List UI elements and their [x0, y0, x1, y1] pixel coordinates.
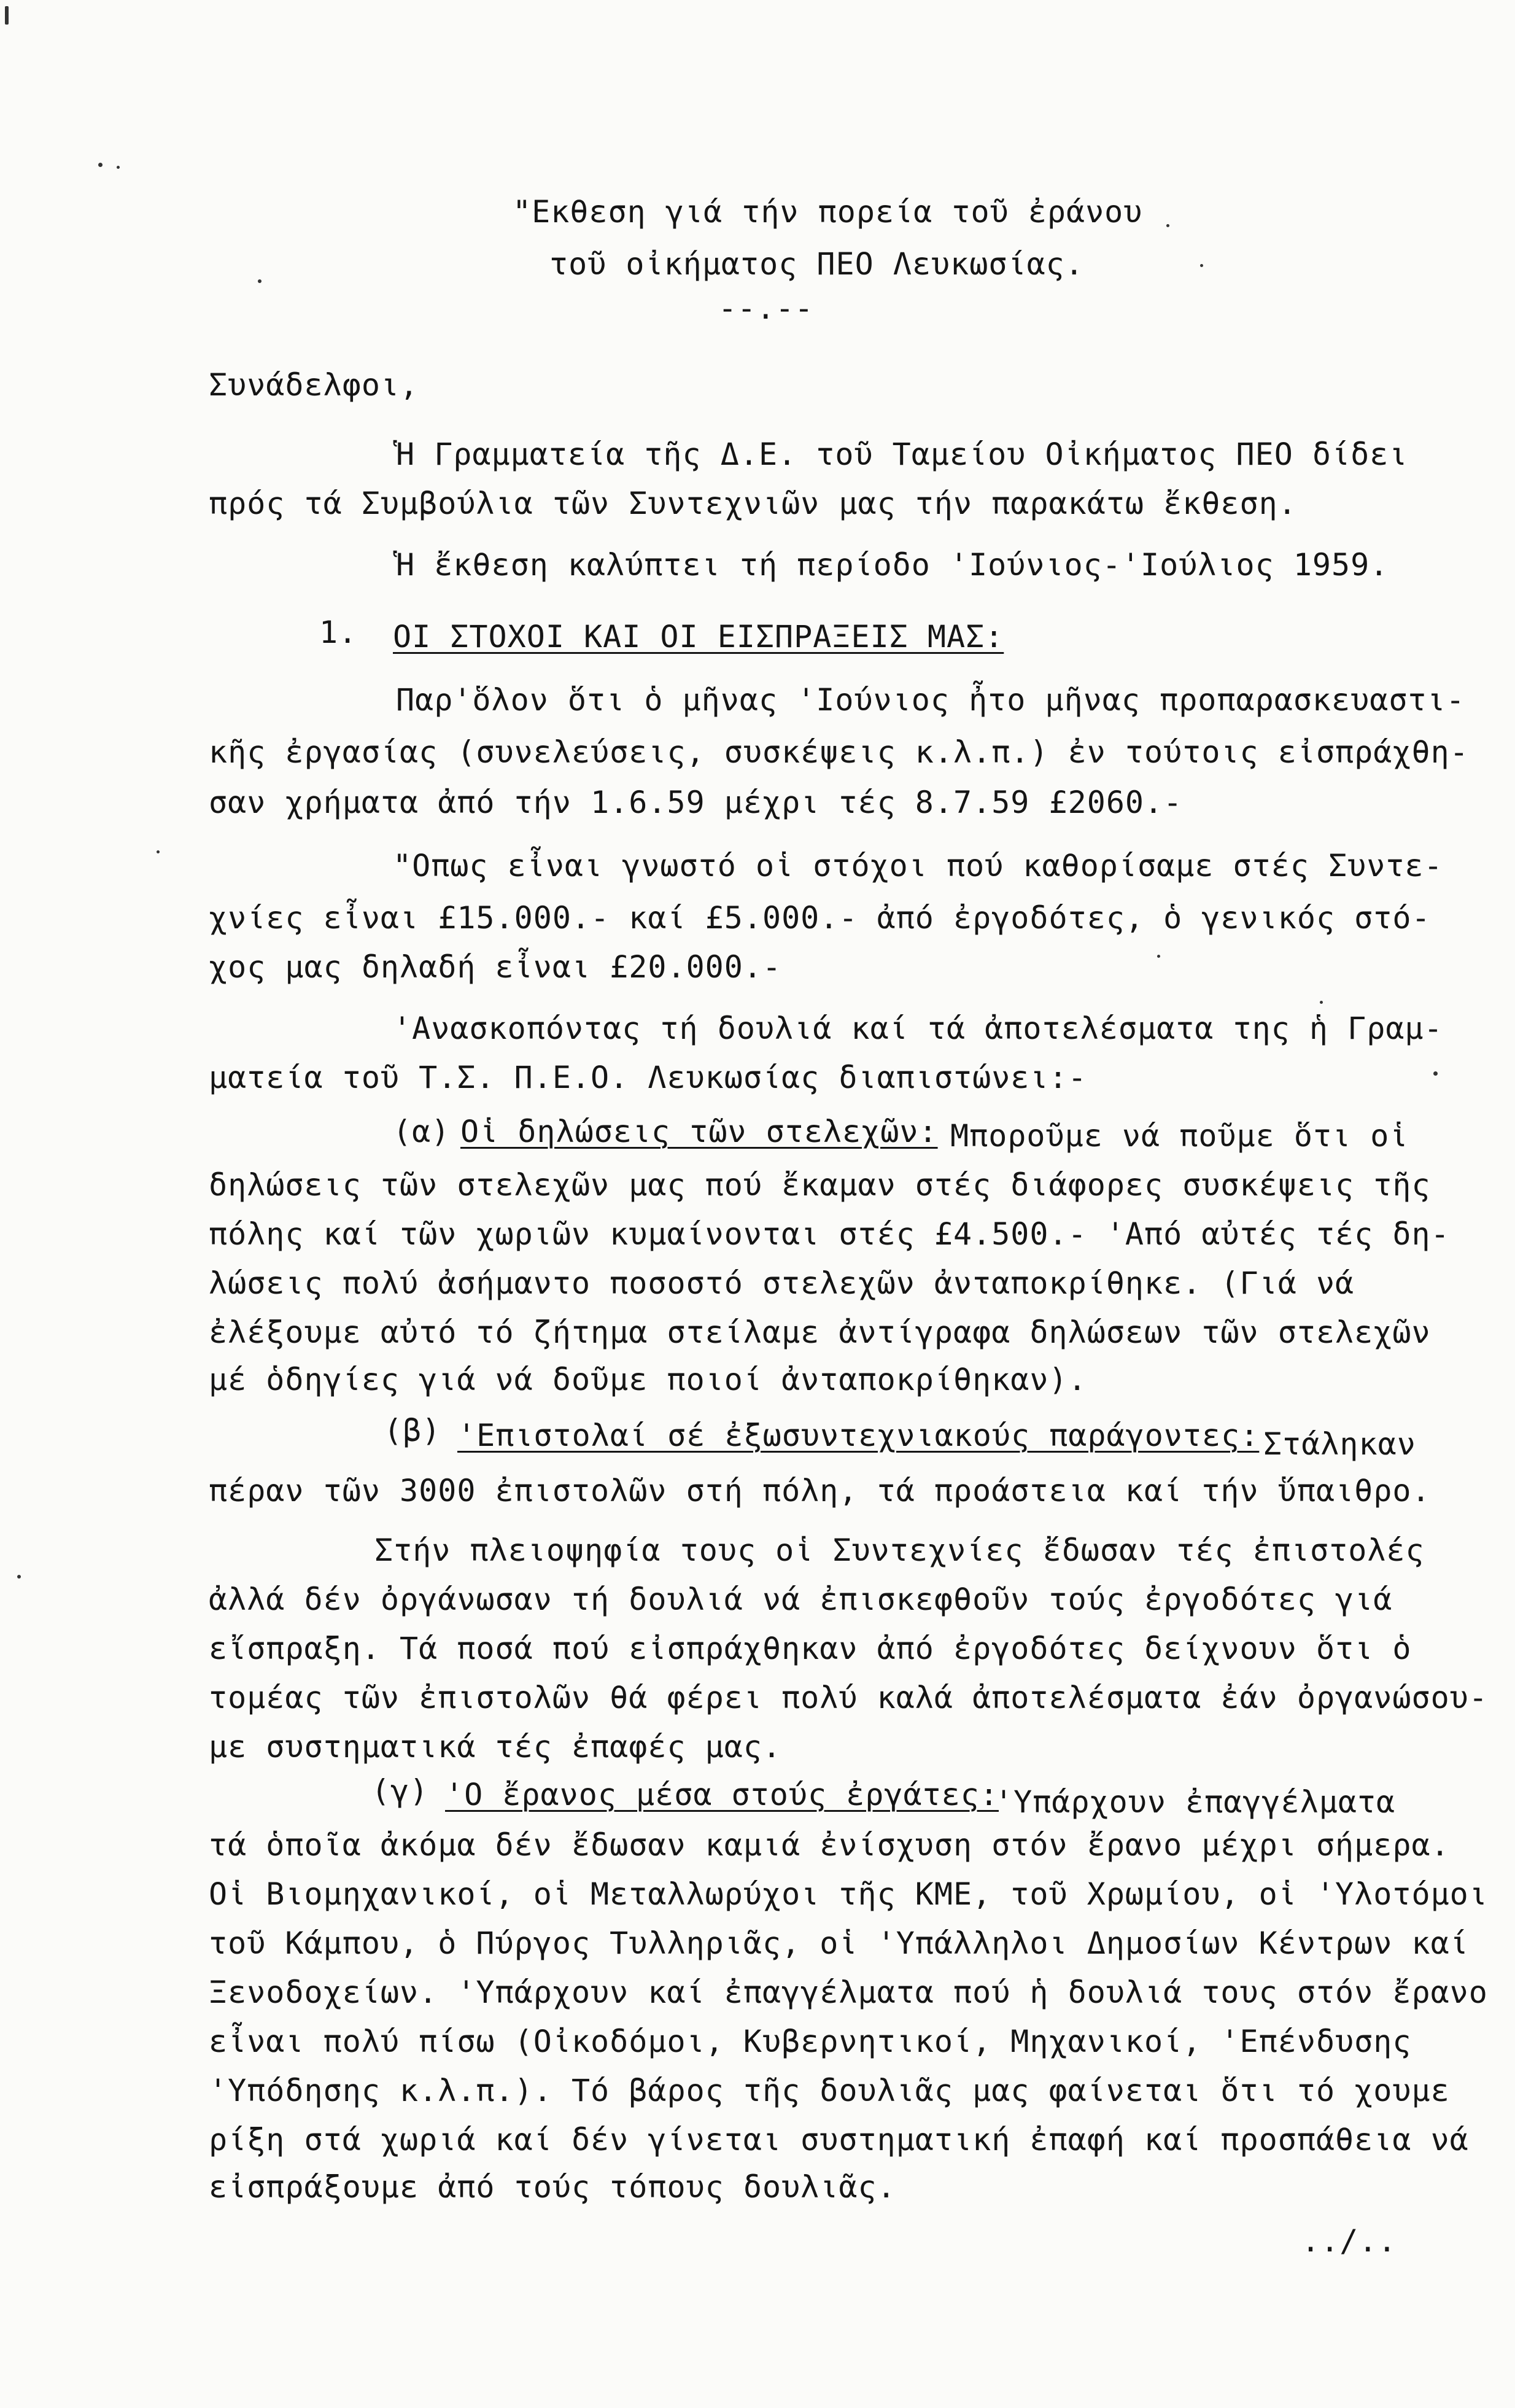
item-c-line-7: 'Υπόδησης κ.λ.π.). Τό βάρος τῆς δουλιᾶς μας φαίνεται ὅτι τό χουμε: [209, 2073, 1450, 2108]
intro-paragraph-1-line-1: Ἡ Γραμματεία τῆς Δ.Ε. τοῦ Ταμείου Οἰκήματος ΠΕΟ δίδει: [396, 437, 1408, 472]
item-c-line-6: εἶναι πολύ πίσω (Οἰκοδόμοι, Κυβερνητικοί, Μηχανικοί, 'Επένδυσης: [209, 2024, 1412, 2059]
scan-speck: [1320, 1001, 1323, 1004]
item-a-line-6: μέ ὁδηγίες γιά νά δοῦμε ποιοί ἀνταποκρίθηκαν).: [209, 1362, 1087, 1397]
section-1-p2-line-3: χος μας δηλαδή εἶναι £20.000.-: [209, 949, 782, 985]
item-c-line-2: τά ὁποῖα ἀκόμα δέν ἔδωσαν καμιά ἐνίσχυση στόν ἔρανο μέχρι σήμερα.: [209, 1827, 1450, 1863]
item-a-line-2: δηλώσεις τῶν στελεχῶν μας πού ἔκαμαν στές διάφορες συσκέψεις τῆς: [209, 1167, 1431, 1203]
item-b-marker: (β): [384, 1413, 441, 1448]
scan-speck: [1433, 1071, 1438, 1076]
item-a-heading: Οἱ δηλώσεις τῶν στελεχῶν:: [460, 1114, 938, 1149]
item-b-p2-line-4: τομέας τῶν ἐπιστολῶν θά φέρει πολύ καλά ἀποτελέσματα ἐάν ὀργανώσου-: [209, 1680, 1488, 1715]
salutation: Συνάδελφοι,: [209, 367, 419, 403]
item-b-p2-line-5: με συστηματικά τές ἐπαφές μας.: [209, 1729, 782, 1765]
item-b-line-2: πέραν τῶν 3000 ἐπιστολῶν στή πόλη, τά προάστεια καί τήν ὕπαιθρο.: [209, 1473, 1431, 1509]
section-1-p2-line-1: "Οπως εἶναι γνωστό οἱ στόχοι πού καθορίσαμε στές Συντε-: [393, 848, 1443, 884]
intro-paragraph-2: Ἡ ἔκθεση καλύπτει τή περίοδο 'Ιούνιος-'Ιούλιος 1959.: [396, 547, 1389, 583]
item-a-marker: (α): [393, 1114, 451, 1149]
item-c-line-8: ρίξη στά χωριά καί δέν γίνεται συστηματική ἐπαφή καί προσπάθεια νά: [209, 2122, 1469, 2157]
item-a-line-3: πόλης καί τῶν χωριῶν κυμαίνονται στές £4.500.- 'Από αὐτές τές δη-: [209, 1216, 1450, 1252]
scan-speck: [117, 166, 120, 169]
intro-paragraph-1-line-2: πρός τά Συμβούλια τῶν Συντεχνιῶν μας τήν παρακάτω ἔκθεση.: [209, 486, 1297, 521]
item-a-line-5: ἐλέξουμε αὐτό τό ζήτημα στείλαμε ἀντίγραφα δηλώσεων τῶν στελεχῶν: [209, 1315, 1431, 1350]
item-c-line-1-rest: 'Υπάρχουν ἐπαγγέλματα: [994, 1784, 1396, 1820]
section-1-p1-line-2: κῆς ἐργασίας (συνελεύσεις, συσκέψεις κ.λ.π.) ἐν τούτοις εἰσπράχθη-: [209, 734, 1469, 770]
scan-speck: [5, 6, 9, 25]
item-b-p2-line-3: εἴσπραξη. Τά ποσά πού εἰσπράχθηκαν ἀπό ἐργοδότες δείχνουν ὅτι ὁ: [209, 1631, 1412, 1666]
section-1-p1-line-3: σαν χρήματα ἀπό τήν 1.6.59 μέχρι τές 8.7.59 £2060.-: [209, 785, 1183, 820]
item-c-marker: (γ): [371, 1773, 429, 1809]
item-c-line-3: Οἱ Βιομηχανικοί, οἱ Μεταλλωρύχοι τῆς ΚΜΕ, τοῦ Χρωμίου, οἱ 'Υλοτόμοι: [209, 1876, 1488, 1912]
scan-speck: [258, 279, 262, 283]
item-c-line-5: Ξενοδοχείων. 'Υπάρχουν καί ἐπαγγέλματα πού ἡ δουλιά τους στόν ἔρανο: [209, 1975, 1488, 2010]
section-1-number: 1.: [319, 615, 358, 650]
item-c-line-9: εἰσπράξουμε ἀπό τούς τόπους δουλιᾶς.: [209, 2169, 896, 2205]
item-b-heading: 'Επιστολαί σέ ἐξωσυντεχνιακούς παράγοντες:: [457, 1418, 1260, 1453]
item-b-p2-line-1: Στήν πλειοψηφία τους οἱ Συντεχνίες ἔδωσαν τές ἐπιστολές: [374, 1532, 1425, 1568]
scan-speck: [17, 1575, 21, 1579]
scan-speck: [1166, 224, 1169, 227]
title-separator: --.--: [718, 290, 814, 326]
scan-speck: [157, 850, 160, 853]
item-a-line-4: λώσεις πολύ ἀσήμαντο ποσοστό στελεχῶν ἀνταποκρίθηκε. (Γιά νά: [209, 1265, 1355, 1301]
scan-speck: [98, 163, 103, 167]
section-1-p2-line-2: χνίες εἶναι £15.000.- καί £5.000.- ἀπό ἐργοδότες, ὁ γενικός στό-: [209, 900, 1431, 936]
section-1-p1-line-1: Παρ'ὅλον ὅτι ὁ μῆνας 'Ιούνιος ἦτο μῆνας προπαρασκευαστι-: [396, 682, 1465, 718]
item-b-line-1-rest: Στάληκαν: [1263, 1426, 1416, 1462]
section-1-p3-line-1: 'Ανασκοπόντας τή δουλιά καί τά ἀποτελέσματα της ἡ Γραμ-: [393, 1011, 1443, 1046]
title-line-2: τοῦ οἰκήματος ΠΕΟ Λευκωσίας.: [549, 246, 1084, 282]
title-line-1: "Εκθεση γιά τήν πορεία τοῦ ἐράνου: [513, 194, 1143, 230]
continuation-mark: ../..: [1301, 2223, 1397, 2259]
item-c-line-4: τοῦ Κάμπου, ὁ Πύργος Τυλληριᾶς, οἱ 'Υπάλληλοι Δημοσίων Κέντρων καί: [209, 1925, 1469, 1961]
scan-speck: [1200, 264, 1203, 267]
section-1-heading: ΟΙ ΣΤΟΧΟΙ ΚΑΙ ΟΙ ΕΙΣΠΡΑΞΕΙΣ ΜΑΣ:: [393, 619, 1004, 654]
item-b-p2-line-2: ἀλλά δέν ὀργάνωσαν τή δουλιά νά ἐπισκεφθοῦν τούς ἐργοδότες γιά: [209, 1582, 1393, 1617]
item-c-heading: 'Ο ἔρανος μέσα στούς ἐργάτες:: [445, 1777, 999, 1812]
section-1-p3-line-2: ματεία τοῦ Τ.Σ. Π.Ε.Ο. Λευκωσίας διαπιστώνει:-: [209, 1060, 1087, 1095]
item-a-line-1-rest: Μποροῦμε νά ποῦμε ὅτι οἱ: [950, 1118, 1409, 1154]
scan-speck: [1157, 955, 1160, 958]
